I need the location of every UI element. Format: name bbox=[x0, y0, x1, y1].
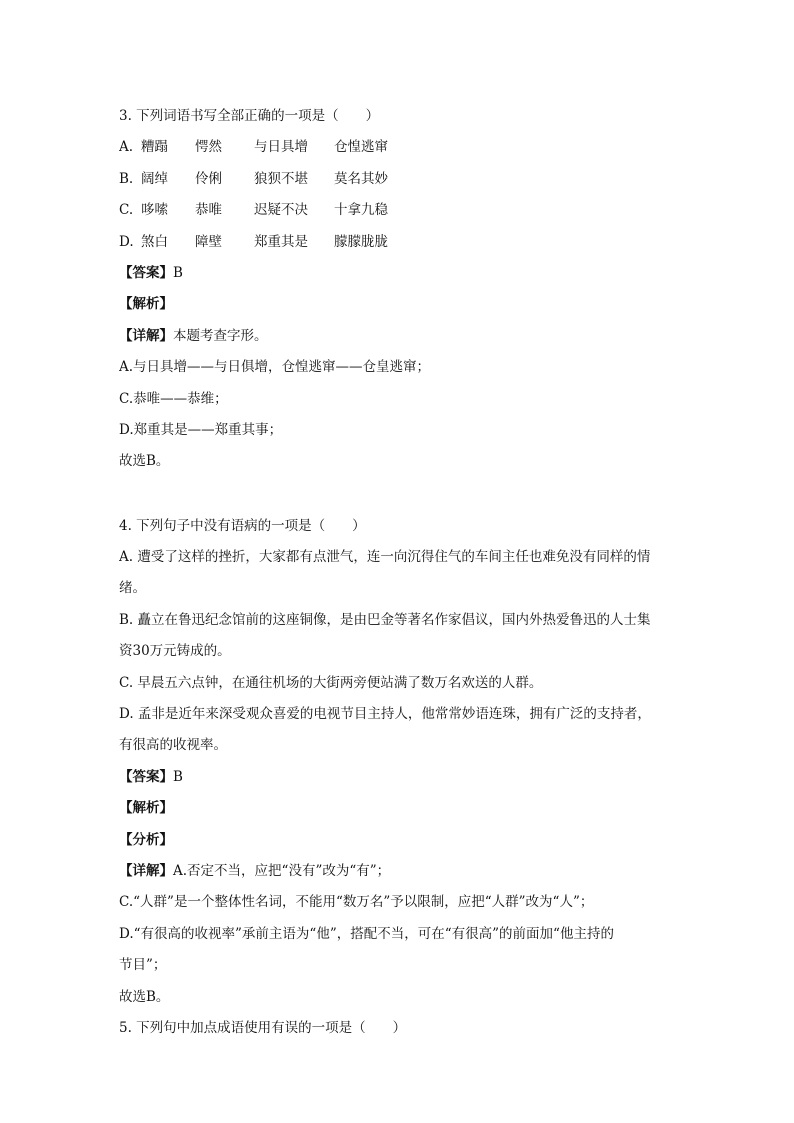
q3-answer bbox=[119, 258, 714, 289]
q4-option-b-line2: 资30万元铸成的。 bbox=[119, 643, 231, 660]
option-word: 与日具增 bbox=[254, 139, 308, 156]
q4-option-d-line1: D. 孟非是近年来深受观众喜爱的电视节目主持人，他常常妙语连珠，拥有广泛的支持者， bbox=[119, 706, 651, 723]
q3-option-a bbox=[119, 132, 714, 163]
option-word: 哆嗦 bbox=[141, 202, 168, 219]
answer-tag: 【答案】 bbox=[119, 264, 173, 281]
option-word: 郑重其是 bbox=[254, 233, 308, 250]
option-word: 阔绰 bbox=[141, 170, 168, 187]
q4-option-b-line1: B. 矗立在鲁迅纪念馆前的这座铜像，是由巴金等著名作家倡议，国内外热爱鲁迅的人士集 bbox=[119, 611, 651, 628]
option-word: 恭唯 bbox=[195, 202, 222, 219]
q4-answer bbox=[119, 762, 714, 793]
q3-option-b bbox=[119, 164, 714, 195]
spacer bbox=[119, 478, 714, 511]
option-letter: D. bbox=[119, 233, 134, 250]
detail-tag: 【详解】 bbox=[119, 327, 173, 344]
q4-explanation: C.“人群”是一个整体性名词，不能用“数万名”予以限制，应把“人群”改为“人”； bbox=[119, 894, 594, 911]
q3-conclusion: 故选B。 bbox=[119, 453, 170, 470]
option-word: 糟蹋 bbox=[141, 139, 168, 156]
q4-explanation: D.“有很高的收视率”承前主语为“他”，搭配不当，可在“有很高”的前面加“他主持的 bbox=[119, 925, 614, 942]
analyze-tag: 【分析】 bbox=[119, 831, 173, 848]
q3-stem: 3. 下列词语书写全部正确的一项是（ ） bbox=[119, 108, 380, 124]
option-word: 仓惶逃窜 bbox=[334, 139, 388, 156]
answer-tag: 【答案】 bbox=[119, 768, 173, 785]
q4-analysis-heading bbox=[119, 793, 714, 824]
option-word: 迟疑不决 bbox=[254, 202, 308, 219]
analysis-tag: 【解析】 bbox=[119, 800, 173, 817]
option-word: 煞白 bbox=[141, 233, 168, 250]
q4-option-a-line2: 绪。 bbox=[119, 580, 146, 597]
q3-analysis-heading bbox=[119, 289, 714, 320]
option-word: 莫名其妙 bbox=[334, 170, 388, 187]
q4-explanation: 节目”； bbox=[119, 957, 167, 974]
detail-tag: 【详解】 bbox=[119, 862, 173, 879]
q4-analyze-heading bbox=[119, 825, 714, 856]
q3-explanation: C.恭唯——恭维； bbox=[119, 390, 228, 407]
q4-option-a-line1: A. 遭受了这样的挫折，大家都有点泄气，连一向沉得住气的车间主任也难免没有同样的情 bbox=[119, 549, 651, 566]
option-letter: C. bbox=[119, 202, 134, 219]
detail-text: A.否定不当，应把“没有”改为“有”； bbox=[173, 862, 391, 879]
option-word: 伶俐 bbox=[195, 170, 222, 187]
q3-option-c bbox=[119, 195, 714, 226]
option-word: 狼狈不堪 bbox=[254, 170, 308, 187]
q4-option-d-line2: 有很高的收视率。 bbox=[119, 737, 227, 754]
answer-value: B bbox=[173, 768, 183, 785]
q4-conclusion: 故选B。 bbox=[119, 988, 170, 1005]
answer-value: B bbox=[173, 264, 183, 281]
q3-explanation: D.郑重其是——郑重其事； bbox=[119, 421, 283, 438]
detail-text: 本题考查字形。 bbox=[173, 327, 268, 344]
option-letter: B. bbox=[119, 170, 134, 187]
option-word: 障壁 bbox=[195, 233, 222, 250]
q3-explanation: A.与日具增——与日俱增，仓惶逃窜——仓皇逃窜； bbox=[119, 359, 431, 376]
option-word: 十拿九稳 bbox=[334, 202, 388, 219]
q4-option-c-line1: C. 早晨五六点钟，在通往机场的大街两旁便站满了数万名欢送的人群。 bbox=[119, 674, 543, 691]
option-word: 愕然 bbox=[195, 139, 222, 156]
analysis-tag: 【解析】 bbox=[119, 296, 173, 313]
q5-stem: 5. 下列句中加点成语使用有误的一项是（ ） bbox=[119, 1019, 407, 1036]
option-letter: A. bbox=[119, 139, 134, 156]
q4-stem: 4. 下列句子中没有语病的一项是（ ） bbox=[119, 517, 366, 534]
q3-option-d bbox=[119, 227, 714, 258]
q3-detail bbox=[119, 321, 714, 352]
option-word: 朦朦胧胧 bbox=[334, 233, 388, 250]
q4-detail bbox=[119, 856, 714, 887]
